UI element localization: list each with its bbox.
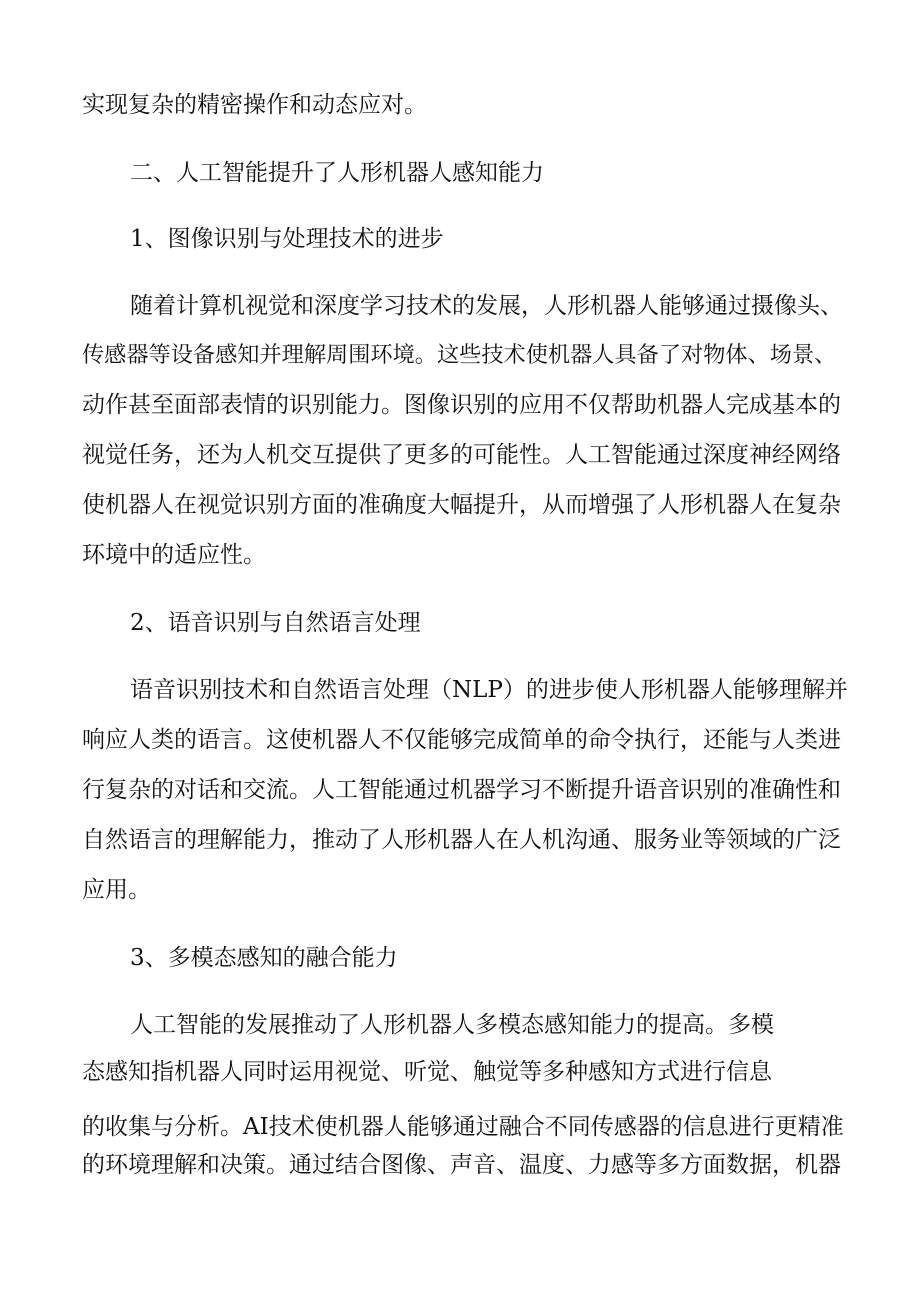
paragraph-line: 行复杂的对话和交流。人工智能通过机器学习不断提升语音识别的准确性和 bbox=[82, 777, 841, 803]
paragraph-line: 的环境理解和决策。通过结合图像、声音、温度、力感等多方面数据，机器 bbox=[82, 1152, 841, 1178]
subsection-heading: 2、语音识别与自然语言处理 bbox=[130, 610, 421, 636]
paragraph-line: 随着计算机视觉和深度学习技术的发展，人形机器人能够通过摄像头、 bbox=[130, 293, 843, 319]
paragraph-line: 响应人类的语言。这使机器人不仅能够完成简单的命令执行，还能与人类进 bbox=[82, 727, 841, 753]
paragraph-line: 的收集与分析。AI技术使机器人能够通过融合不同传感器的信息进行更精准 bbox=[82, 1114, 844, 1140]
paragraph-line: 应用。 bbox=[82, 877, 151, 903]
paragraph-line: 动作甚至面部表情的识别能力。图像识别的应用不仅帮助机器人完成基本的 bbox=[82, 392, 841, 418]
paragraph-line: 传感器等设备感知并理解周围环境。这些技术使机器人具备了对物体、场景、 bbox=[82, 342, 837, 368]
subsection-heading: 3、多模态感知的融合能力 bbox=[130, 945, 398, 971]
paragraph-line: 使机器人在视觉识别方面的准确度大幅提升，从而增强了人形机器人在复杂 bbox=[82, 492, 841, 518]
paragraph-line: 语音识别技术和自然语言处理（NLP）的进步使人形机器人能够理解并 bbox=[130, 677, 848, 703]
paragraph-line: 态感知指机器人同时运用视觉、听觉、触觉等多种感知方式进行信息 bbox=[82, 1059, 772, 1085]
section-heading: 二、人工智能提升了人形机器人感知能力 bbox=[130, 160, 544, 186]
paragraph-line: 视觉任务，还为人机交互提供了更多的可能性。人工智能通过深度神经网络 bbox=[82, 442, 841, 468]
paragraph-line: 自然语言的理解能力，推动了人形机器人在人机沟通、服务业等领域的广泛 bbox=[82, 827, 841, 853]
paragraph-line: 环境中的适应性。 bbox=[82, 542, 266, 568]
paragraph-line: 实现复杂的精密操作和动态应对。 bbox=[82, 92, 427, 118]
subsection-heading: 1、图像识别与处理技术的进步 bbox=[130, 226, 444, 252]
paragraph-line: 人工智能的发展推动了人形机器人多模态感知能力的提高。多模 bbox=[130, 1012, 774, 1038]
